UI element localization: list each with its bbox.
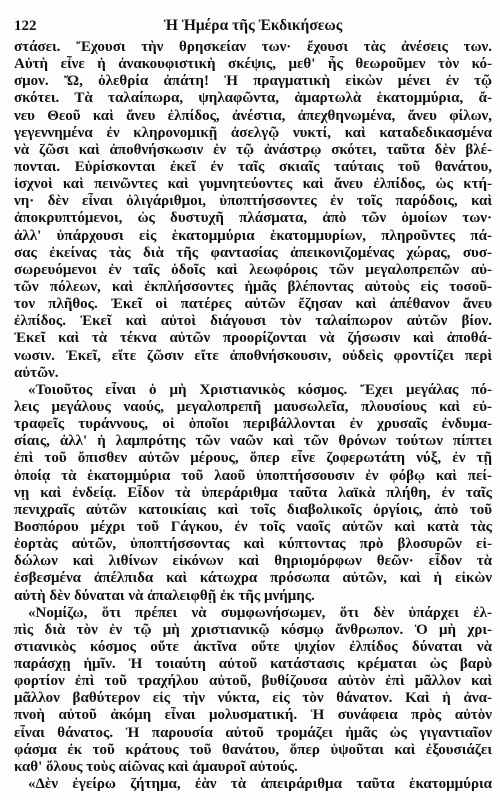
text-line: ἐπὶ τοῦ ὄπισθεν αὐτῶν μέρους, ὅπερ εἶνε ζοφερωτάτη νύξ, ἐν τῇ [14,450,492,467]
text-line: παράσχῃ ἡμῖν. Ἡ τοιαύτη αὐτοῦ κατάστασις κρέμαται ὡς βαρὺ [14,656,492,673]
text-line: δώλων καὶ λιθίνων εἰκόνων καὶ θηριομόρφων θεῶν· εἶδον τὰ [14,553,492,570]
text-line: φορτίον ἐπὶ τοῦ τραχήλου αὐτοῦ, βυθίζουσα αὐτὸν ἐπὶ μᾶλλον καὶ [14,673,492,690]
text-line: ἐσβεσμένα ἀπέλπιδα καὶ κάτωχρα πρόσωπα αὐτῶν, καὶ ἡ εἰκὼν [14,570,492,587]
text-line: τῶν πόλεων, καὶ ἐκπλήσσοντες ἡμᾶς βλέποντας αὐτοὺς εἰς τοσοῦ- [14,278,492,295]
text-line: φάσμα ἐκ τοῦ κράτους τοῦ θανάτου, ὅπερ ὑψοῦται καὶ ἐξουσιάζει [14,741,492,758]
text-line: σκότει. Τὰ ταλαίπωρα, ψηλαφῶντα, ἁμαρτωλὰ ἑκατομμύρια, ἄ- [14,90,492,107]
text-line: λεις μεγάλους ναούς, μεγαλοπρεπῆ μαυσωλεῖα, πλουσίους καὶ εὐ- [14,398,492,415]
text-line: ἀλλ' ὑπάρχουσι εἰς ἑκατομμύρια ἑκατομμυρίων, πληροῦντες πά- [14,227,492,244]
text-line: ἑορτὰς αὐτῶν, ὑποπτήσσοντας καὶ κύπτοντας πρὸ βλοσυρῶν εἰ- [14,536,492,553]
text-line: εἶναι θάνατος. Ἡ παρουσία αὐτοῦ τρομάζει ἡμᾶς ὡς γιγαντιαῖον [14,724,492,741]
text-line: σμον. Ὤ, ὀλεθρία ἀπάτη! Ἡ πραγματικὴ εἰκὼν μένει ἐν τῷ [14,73,492,90]
text-line: νῃ καὶ ἐνδείᾳ. Εἶδον τὰ ὑπεράριθμα ταῦτα λαϊκὰ πλήθη, ἐν ταῖς [14,484,492,501]
text-line: ἰσχνοὶ καὶ πεινῶντες καὶ γυμνητεύοντες καὶ ἄνευ ἐλπίδος, ὡς κτή- [14,176,492,193]
text-line: γεγεννημένα ἐν κληρονομικῇ ἀσελγῷ νυκτί, καὶ καταδεδικασμένα [14,124,492,141]
paragraph [14,382,492,605]
text-line: ὁποίᾳ τὰ ἑκατομμύρια τοῦ λαοῦ ὑποπτήσσουσιν ἐν φόβῳ καὶ πεί- [14,467,492,484]
text-line: σωρευόμενοι ἐν ταῖς ὁδοῖς καὶ λεωφόροις τῶν μεγαλοπρεπῶν αὐ- [14,261,492,278]
text-line: νὰ ζῶσι καὶ ἀποθνήσκωσιν ἐν τῷ ἀνάστρῳ σκότει, ταῦτα δὲν βλέ- [14,141,492,158]
page-body [14,39,492,793]
text-line: τον πλῆθος. Ἐκεῖ οἱ πατέρες αὐτῶν ἔζησαν καὶ ἀπέθανον ἄνευ [14,296,492,313]
text-line: πὶς διὰ τὸν ἐν τῷ μὴ χριστιανικῷ κόσμῳ ἄνθρωπον. Ὁ μὴ χρι- [14,621,492,638]
text-line: στιανικὸς κόσμος οὔτε ἀκτῖνα οὔτε ψιχίον ἐλπίδος δύναται νὰ [14,638,492,655]
page-header [14,16,492,36]
text-line: μᾶλλον βαθύτερον εἰς τὴν νύκτα, εἰς τὸν θάνατον. Καὶ ἡ ἀνα- [14,690,492,707]
text-line: «Νομίζω, ὅτι πρέπει νὰ συμφωνήσωμεν, ὅτι δὲν ὑπάρχει ἐλ- [28,604,492,621]
text-line: Ἐκεῖ καὶ τὰ τέκνα αὐτῶν προορίζονται νὰ ζήσωσιν καὶ ἀποθά- [14,330,492,347]
text-line: «Δὲν ἐγείρω ζήτημα, ἐὰν τὰ ἀπειράριθμα ταῦτα ἑκατομμύρια [28,776,492,793]
text-line: Αὐτὴ εἶνε ἡ ἀνακουφιστικὴ σκέψις, μεθ' ἧς θεωροῦμεν τὸν κό- [14,56,492,73]
text-line: ἀποκρυπτόμενοι, ὡς δυστυχῆ πλάσματα, ἀπὸ τῶν ὁμοίων των· [14,210,492,227]
text-line: νωσιν. Ἐκεῖ, εἴτε ζῶσιν εἴτε ἀποθνήσκουσιν, οὐδεὶς φροντίζει περὶ [14,347,492,364]
page-number: 122 [14,18,37,34]
text-line: πνοὴ αὐτοῦ ἀκόμη εἶναι μολυσματική. Ἡ συνάφεια πρὸς αὐτὸν [14,707,492,724]
paragraph [14,776,492,793]
text-line: νευ Θεοῦ καὶ ἄνευ ἐλπίδος, ἀνέστια, ἀπεχθηνωμένα, ἄνευ φίλων, [14,107,492,124]
text-line: σίαις, ἀλλ' ἡ λαμπρότης τῶν ναῶν καὶ τῶν θρόνων τούτων πίπτει [14,433,492,450]
text-line: ἐλπίδος. Ἐκεῖ καὶ αὐτοὶ διάγουσι τὸν ταλαίπωρον αὐτῶν βίον. [14,313,492,330]
text-line: στάσει. Ἔχουσι τὴν θρησκείαν των· ἔχουσι τὰς ἀνέσεις των. [14,39,492,55]
text-line: καθ' ὅλους τοὺς αἰῶνας καὶ ἀμαυροῖ αὐτούς. [14,758,298,775]
text-line: πενιχραῖς αὐτῶν κατοικίαις καὶ τοῖς διαβολικοῖς ὀργίοις, ἀπὸ τοῦ [14,501,492,518]
text-line: πονται. Εὑρίσκονται ἐκεῖ ἐν ταῖς σκιαῖς ταύταις τοῦ θανάτου, [14,158,492,175]
paragraph [14,39,492,382]
text-line: νη· δὲν εἶναι ὀλιγάριθμοι, ὑποπτήσσοντες ἐν τοῖς παρόδοις, καὶ [14,193,492,210]
paragraph [14,605,492,776]
running-title: Ἡ Ἡμέρα τῆς Ἐκδικήσεως [163,17,343,34]
text-line: τραφεῖς τυράννους, οἱ ὁποῖοι περιβάλλονται ἐν χρυσαῖς ἐνδυμα- [14,416,492,433]
text-line: αὐτῶν. [14,364,59,381]
text-line: αὐτὴ δὲν δύναται νὰ ἀπαλειφθῇ ἐκ τῆς μνήμης. [14,587,315,604]
text-line: σας ἐκείνας τὰς διὰ τῆς φαντασίας ἀπεικονιζομένας χώρας, συσ- [14,244,492,261]
text-line: «Τοιοῦτος εἶναι ὁ μὴ Χριστιανικὸς κόσμος. Ἔχει μεγάλας πό- [28,381,492,398]
text-line: Βοσπόρου μέχρι τοῦ Γάγκου, ἐν τοῖς ναοῖς αὐτῶν καὶ κατὰ τὰς [14,518,492,535]
